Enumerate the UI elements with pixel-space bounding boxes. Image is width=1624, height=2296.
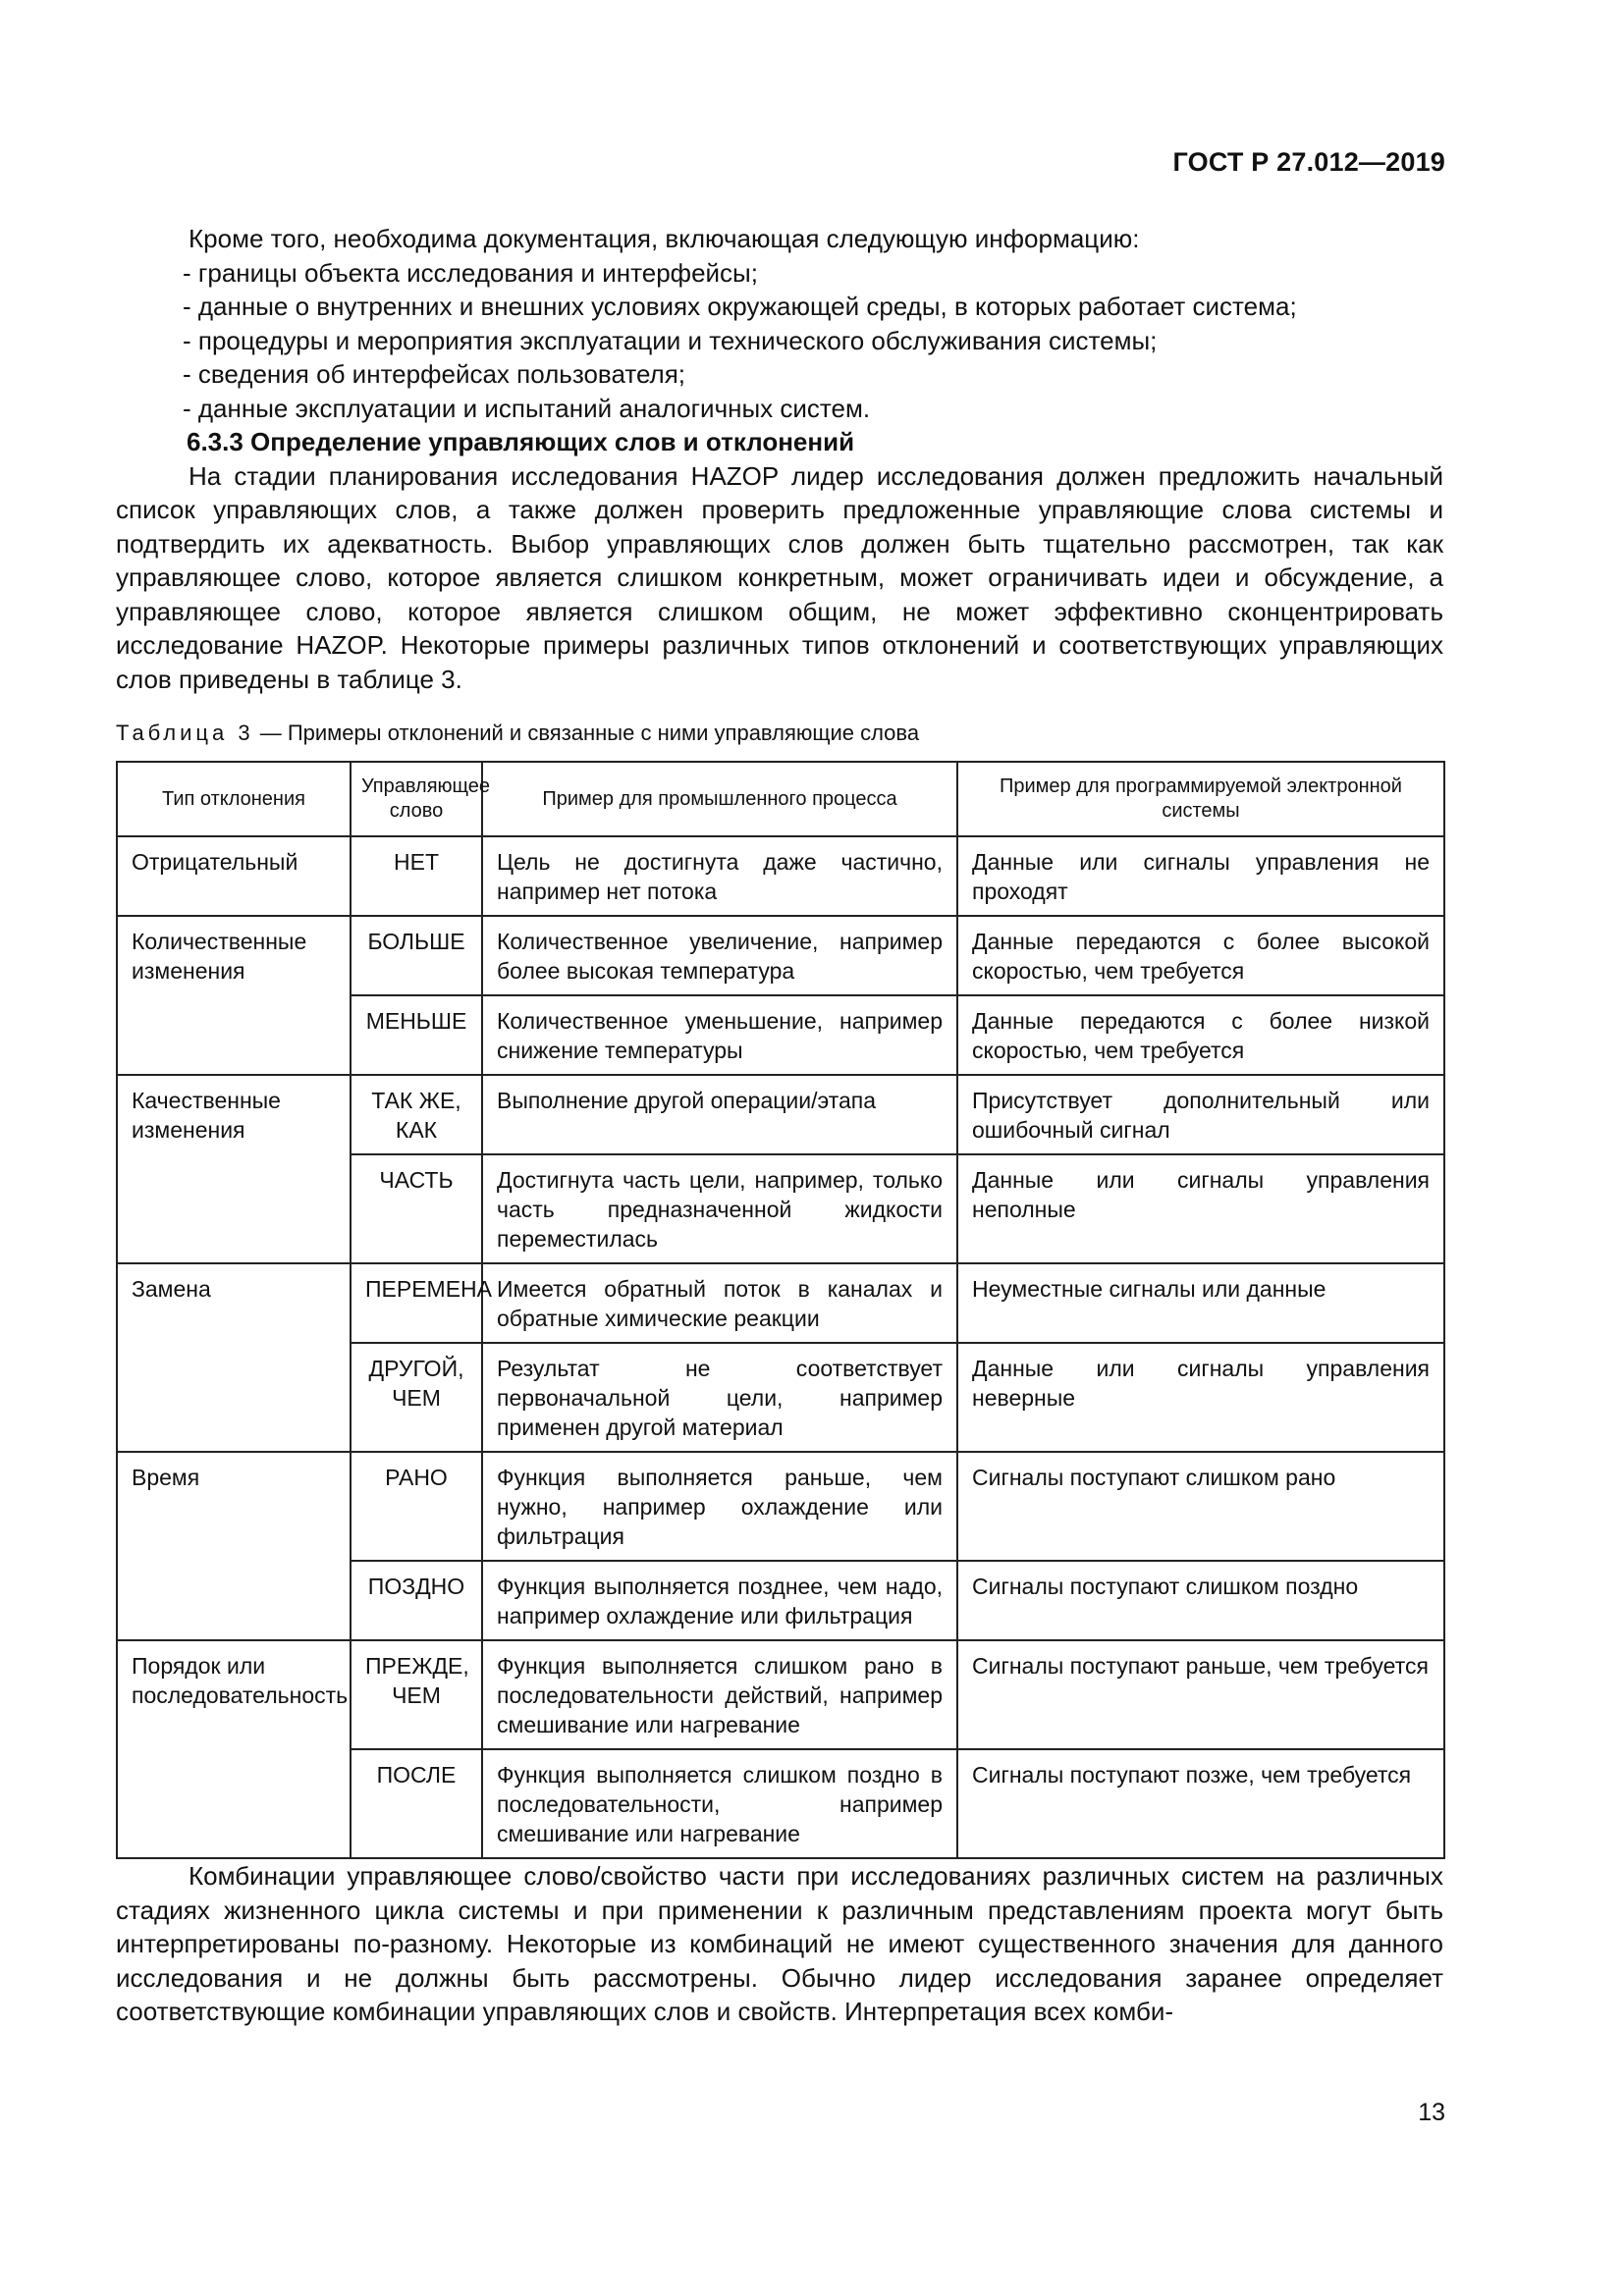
- table-row: [117, 836, 1444, 916]
- list-item: - сведения об интерфейсах пользователя;: [183, 359, 686, 389]
- header-deviation-type: Тип отклонения: [117, 762, 351, 836]
- system-example-cell: Данные или сигналы управления неверные: [957, 1343, 1444, 1452]
- deviation-type-cell: Замена: [117, 1263, 351, 1452]
- process-example-cell: Функция выполняется позднее, чем надо, например охлаждение или фильтрация: [482, 1561, 957, 1640]
- process-example-cell: Достигнута часть цели, например, только часть предназначенной жидкости переместилась: [482, 1154, 957, 1263]
- process-example-cell: Количественное увеличение, например более высокая температура: [482, 916, 957, 995]
- system-example-cell: Неуместные сигналы или данные: [957, 1263, 1444, 1343]
- page-content: [116, 222, 1443, 2029]
- deviation-type-cell: Отрицательный: [117, 836, 351, 916]
- table-header-row: [117, 762, 1444, 836]
- list-item: - границы объекта исследования и интерфейсы;: [183, 257, 758, 288]
- guide-word-cell: ПРЕЖДЕ, ЧЕМ: [351, 1640, 482, 1749]
- section-title: 6.3.3 Определение управляющих слов и отклонений: [187, 427, 855, 456]
- system-example-cell: Сигналы поступают позже, чем требуется: [957, 1749, 1444, 1858]
- deviations-table: [116, 761, 1445, 1859]
- guide-word-cell: ПОЗДНО: [351, 1561, 482, 1640]
- guide-word-cell: РАНО: [351, 1452, 482, 1561]
- system-example-cell: Данные передаются с более низкой скоростью, чем требуется: [957, 995, 1444, 1075]
- process-example-cell: Функция выполняется слишком рано в последовательности действий, например смешивание или нагревание: [482, 1640, 957, 1749]
- deviation-type-cell: Качественные изменения: [117, 1075, 351, 1263]
- header-guide-word: Управляющее слово: [351, 762, 482, 836]
- system-example-cell: Данные или сигналы управления не проходят: [957, 836, 1444, 916]
- guide-word-cell: ЧАСТЬ: [351, 1154, 482, 1263]
- list-item: - данные эксплуатации и испытаний аналогичных систем.: [183, 393, 871, 423]
- process-example-cell: Выполнение другой операции/этапа: [482, 1075, 957, 1154]
- deviation-type-cell: Количественные изменения: [117, 916, 351, 1075]
- guide-word-cell: МЕНЬШЕ: [351, 995, 482, 1075]
- system-example-cell: Присутствует дополнительный или ошибочный сигнал: [957, 1075, 1444, 1154]
- system-example-cell: Сигналы поступают слишком рано: [957, 1452, 1444, 1561]
- process-example-cell: Результат не соответствует первоначальной цели, например применен другой материал: [482, 1343, 957, 1452]
- closing-paragraph: Комбинации управляющее слово/свойство части при исследованиях различных систем на различных стадиях жизненного цикла системы и при применении к различным представлениям проекта могут быть интерпретированы по-разному. Некоторые из комбинаций не имеют существенного значения для данного исследования и не должны быть рассмотрены. Обычно лидер исследования заранее определяет соответствующие комбинации управляющих слов и свойств. Интерпретация всех комби-: [116, 1861, 1443, 2026]
- system-example-cell: Сигналы поступают слишком поздно: [957, 1561, 1444, 1640]
- deviation-type-cell: Порядок или последовательность: [117, 1640, 351, 1858]
- intro-lead: Кроме того, необходима документация, включающая следующую информацию:: [189, 224, 1140, 253]
- deviation-type-cell: Время: [117, 1452, 351, 1640]
- process-example-cell: Функция выполняется слишком поздно в последовательности, например смешивание или нагревание: [482, 1749, 957, 1858]
- list-item: - данные о внутренних и внешних условиях окружающей среды, в которых работает система;: [183, 292, 1297, 321]
- table-row: [117, 1640, 1444, 1749]
- process-example-cell: Цель не достигнута даже частично, например нет потока: [482, 836, 957, 916]
- guide-word-cell: БОЛЬШЕ: [351, 916, 482, 995]
- table-row: [117, 1263, 1444, 1343]
- process-example-cell: Функция выполняется раньше, чем нужно, например охлаждение или фильтрация: [482, 1452, 957, 1561]
- system-example-cell: Данные или сигналы управления неполные: [957, 1154, 1444, 1263]
- table-row: [117, 916, 1444, 995]
- header-process-example: Пример для промышленного процесса: [482, 762, 957, 836]
- guide-word-cell: НЕТ: [351, 836, 482, 916]
- system-example-cell: Сигналы поступают раньше, чем требуется: [957, 1640, 1444, 1749]
- guide-word-cell: ТАК ЖЕ, КАК: [351, 1075, 482, 1154]
- header-system-example: Пример для программируемой электронной системы: [957, 762, 1444, 836]
- guide-word-cell: ДРУГОЙ, ЧЕМ: [351, 1343, 482, 1452]
- process-example-cell: Количественное уменьшение, например снижение температуры: [482, 995, 957, 1075]
- process-example-cell: Имеется обратный поток в каналах и обратные химические реакции: [482, 1263, 957, 1343]
- table-caption: [116, 720, 1443, 747]
- system-example-cell: Данные передаются с более высокой скоростью, чем требуется: [957, 916, 1444, 995]
- list-item: - процедуры и мероприятия эксплуатации и технического обслуживания системы;: [183, 325, 1158, 355]
- page-number: 13: [1418, 2099, 1445, 2126]
- document-id: ГОСТ Р 27.012—2019: [1172, 147, 1445, 177]
- guide-word-cell: ПОСЛЕ: [351, 1749, 482, 1858]
- table-row: [117, 1452, 1444, 1561]
- table-caption-text: — Примеры отклонений и связанные с ними управляющие слова: [253, 721, 920, 745]
- section-paragraph: На стадии планирования исследования HAZOP лидер исследования должен предложить начальный список управляющих слов, а также должен проверить предложенные управляющие слова системы и подтвердить их адекватность. Выбор управляющих слов должен быть тщательно рассмотрен, так как управляющее слово, которое является слишком конкретным, может ограничивать идеи и обсуждение, а управляющее слово, которое является слишком общим, не может эффективно сконцентрировать исследование HAZOP. Некоторые примеры различных типов отклонений и соответствующих управляющих слов приведены в таблице 3.: [116, 460, 1443, 694]
- guide-word-cell: ПЕРЕМЕНА: [351, 1263, 482, 1343]
- table-caption-label: Таблица 3: [116, 721, 254, 745]
- table-row: [117, 1075, 1444, 1154]
